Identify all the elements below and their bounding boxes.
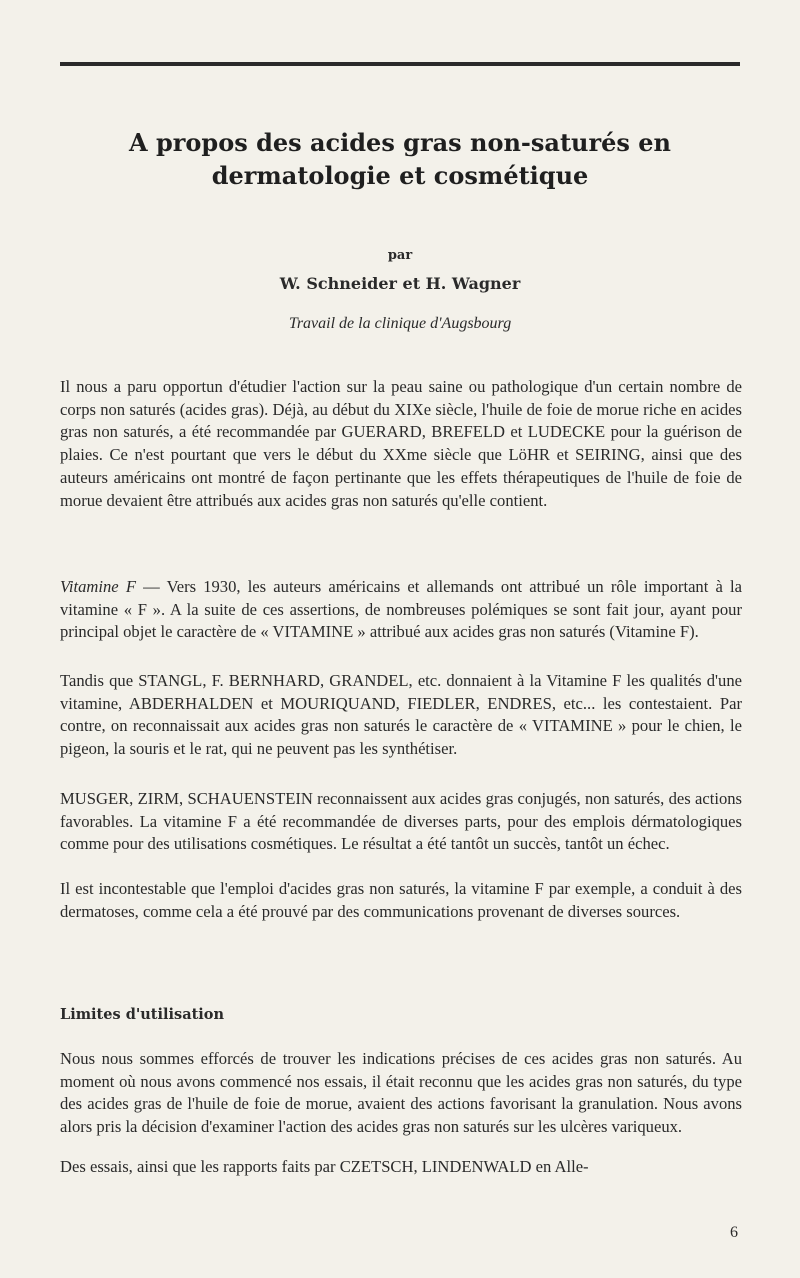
section-heading: Limites d'utilisation xyxy=(60,1006,225,1023)
article-title: A propos des acides gras non-saturés en dermatologie et cosmétique xyxy=(129,128,671,190)
paragraph-text: — Vers 1930, les auteurs américains et allemands ont attribué un rôle important à la vitamine « F ». A la suite de ces assertions, de nombreuses polémiques se sont fait jour, ayant pour principal objet le caractère de « VITAMINE » attribué aux acides gras non saturés (Vitamine F). xyxy=(60,577,742,642)
paragraph-stangl: Tandis que STANGL, F. BERNHARD, GRANDEL, etc. donnaient à la Vitamine F les qualités d'une vitamine, ABDERHALDEN et MOURIQUAND, FIEDLER, ENDRES, etc... les contestaient. Par contre, on reconnaissait aux acides gras non saturés le caractère de « VITAMINE » pour le chien, le pigeon, la souris et le rat, qui ne peuvent pas les synthétiser. xyxy=(60,671,742,759)
article-authors: W. Schneider et H. Wagner xyxy=(279,274,521,293)
paragraph-essais: Des essais, ainsi que les rapports faits par CZETSCH, LINDENWALD en Alle- xyxy=(60,1157,589,1176)
article-affiliation: Travail de la clinique d'Augsbourg xyxy=(288,315,512,332)
page-number: 6 xyxy=(730,1224,738,1241)
top-rule xyxy=(60,62,740,66)
paragraph-incontestable: Il est incontestable que l'emploi d'acides gras non saturés, la vitamine F par exemple, a conduit à des dermatoses, comme cela a été prouvé par des communications provenant de diverses sources. xyxy=(60,879,742,921)
paragraph-vitamine-f xyxy=(60,576,742,644)
paragraph-musger: MUSGER, ZIRM, SCHAUENSTEIN reconnaissent aux acides gras conjugés, non saturés, des actions favorables. La vitamine F a été recommandée de diverses parts, pour des emplois dérmatologiques comme pour des utilisations cosmétiques. Le résultat a été tantôt un succès, tantôt un échec. xyxy=(60,789,742,854)
paragraph-lead: Vitamine F xyxy=(60,577,136,596)
paragraph-limites: Nous nous sommes efforcés de trouver les indications précises de ces acides gras non saturés. Au moment où nous avons commencé nos essais, il était reconnu que les acides gras non saturés, du type des acides gras de l'huile de foie de morue, avaient des actions favorisant la granulation. Nous avons alors pris la décision d'examiner l'action des acides gras non saturés sur les ulcères variqueux. xyxy=(60,1049,742,1137)
byline-par: par xyxy=(387,248,413,263)
paragraph-intro: Il nous a paru opportun d'étudier l'action sur la peau saine ou pathologique d'un certain nombre de corps non saturés (acides gras). Déjà, au début du XIXe siècle, l'huile de foie de morue riche en acides gras non saturés, a été recommandée par GUERARD, BREFELD et LUDECKE pour la guérison de plaies. Ce n'est pourtant que vers le début du XXme siècle que LöHR et SEIRING, ainsi que des auteurs américains ont montré de façon pertinante que les effets thérapeutiques de l'huile de foie de morue devaient être attribués aux acides gras non saturés qu'elle contient. xyxy=(60,377,742,510)
